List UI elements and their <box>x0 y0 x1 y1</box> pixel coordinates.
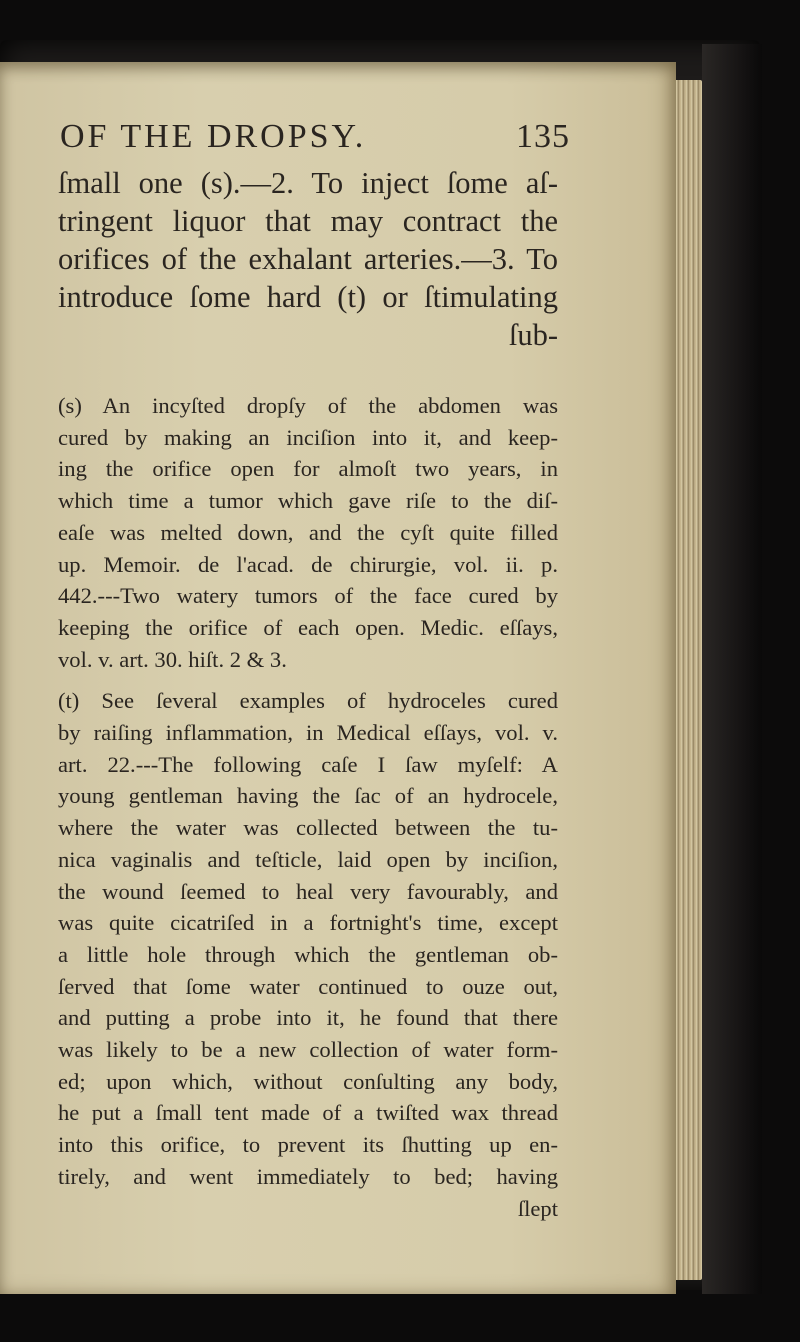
note-line: into this orifice, to prevent its ſhutting up en- <box>58 1132 558 1158</box>
body-line: orifices of the exhalant arteries.—3. To <box>58 242 558 276</box>
footnote-s <box>58 390 558 675</box>
note-line: nica vaginalis and teſticle, laid open by inciſion, <box>58 846 558 872</box>
note-line: by raiſing inflammation, in Medical eſſays, vol. v. <box>58 720 558 746</box>
note-line: 442.---Two watery tumors of the face cured by <box>58 583 558 609</box>
note-line: eaſe was melted down, and the cyſt quite filled <box>58 519 558 545</box>
note-line: cured by making an inciſion into it, and keep- <box>58 424 558 450</box>
note-line: (t) See ſeveral examples of hydroceles cured <box>58 688 558 714</box>
body-line: tringent liquor that may contract the <box>58 204 558 238</box>
footnote-t <box>58 685 558 1224</box>
footnotes <box>58 390 558 1224</box>
note-line: was quite cicatriſed in a fortnight's time, except <box>58 910 558 936</box>
catchword: ſub- <box>508 318 558 352</box>
note-line: tirely, and went immediately to bed; having <box>58 1163 558 1189</box>
note-line: he put a ſmall tent made of a twiſted wax thread <box>58 1100 558 1126</box>
page-text <box>58 118 570 1224</box>
note-line: art. 22.---The following caſe I ſaw myſelf: A <box>58 751 558 777</box>
note-line: young gentleman having the ſac of an hydrocele, <box>58 783 558 809</box>
note-line: the wound ſeemed to heal very favourably, and <box>58 878 558 904</box>
running-header <box>58 118 570 164</box>
running-title: OF THE DROPSY. <box>60 118 367 155</box>
note-line: ing the orifice open for almoſt two years, in <box>58 456 558 482</box>
note-line: ſerved that ſome water continued to ouze out, <box>58 973 558 999</box>
body-line: ſmall one (s).—2. To inject ſome aſ- <box>58 166 558 200</box>
note-line: keeping the orifice of each open. Medic. eſſays, <box>58 614 558 640</box>
note-line: a little hole through which the gentleman ob- <box>58 941 558 967</box>
note-line: where the water was collected between the tu- <box>58 815 558 841</box>
note-line: which time a tumor which gave riſe to the diſ- <box>58 488 558 514</box>
catchword: ſlept <box>517 1195 558 1221</box>
note-line: (s) An incyſted dropſy of the abdomen was <box>58 393 558 418</box>
note-line: was likely to be a new collection of water form- <box>58 1037 558 1063</box>
page-number: 135 <box>516 118 570 155</box>
note-line: ed; upon which, without conſulting any body, <box>58 1068 558 1094</box>
note-line: and putting a probe into it, he found that there <box>58 1005 558 1031</box>
note-line: up. Memoir. de l'acad. de chirurgie, vol. ii. p. <box>58 551 558 577</box>
main-text <box>58 164 558 354</box>
note-line: vol. v. art. 30. hiſt. 2 & 3. <box>58 646 287 672</box>
book-spine <box>702 44 762 1294</box>
body-line: introduce ſome hard (t) or ſtimulating <box>58 280 558 314</box>
